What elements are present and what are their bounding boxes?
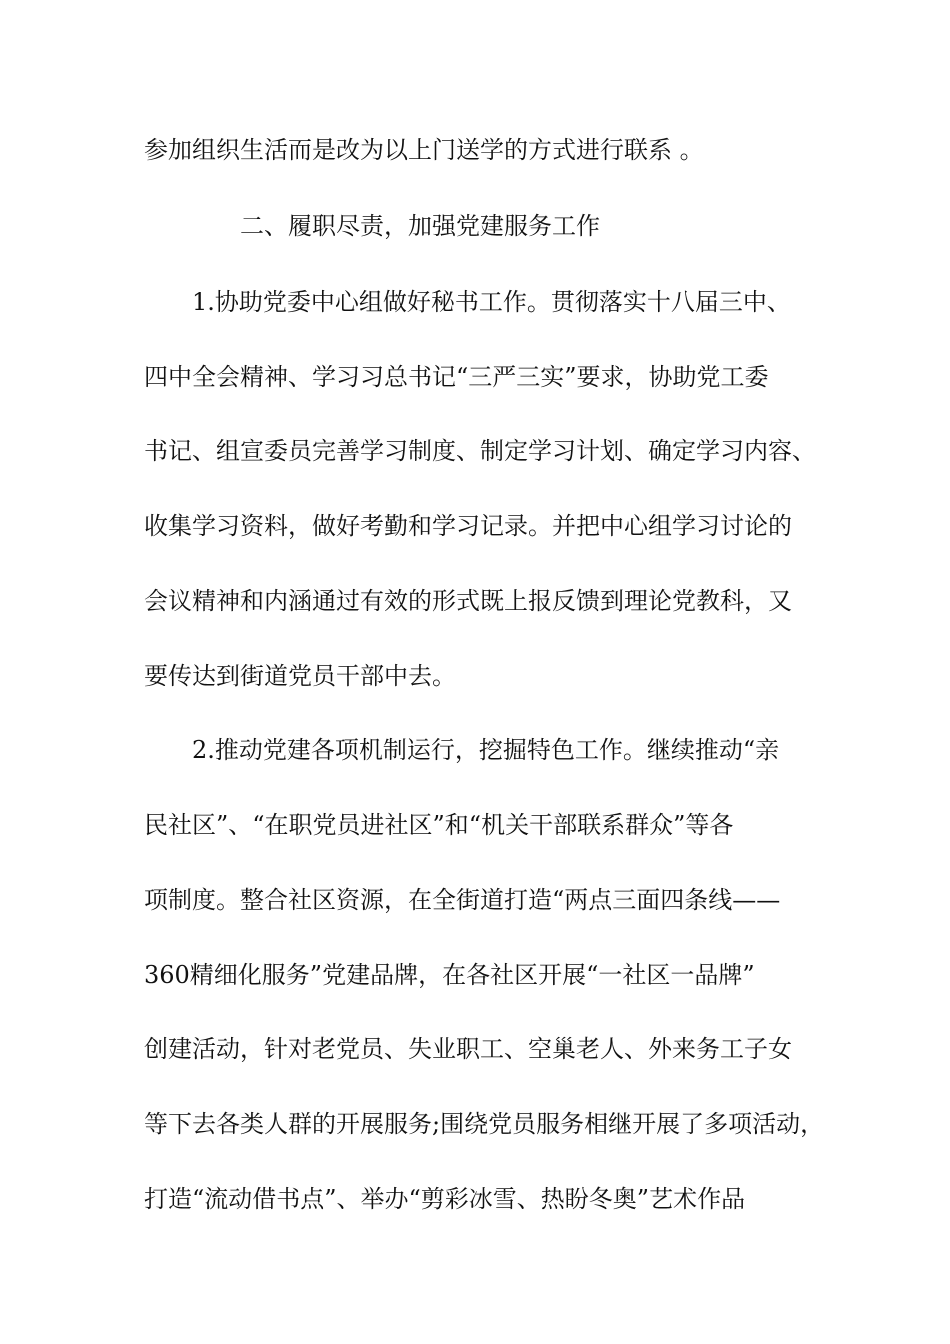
text-line-15: 打造“流动借书点”、举办“剪彩冰雪、热盼冬奥”艺术作品 bbox=[144, 1185, 746, 1213]
text-line-5: 书记、组宣委员完善学习制度、制定学习计划、确定学习内容、 bbox=[144, 437, 816, 465]
text-line-9: 2.推动党建各项机制运行，挖掘特色工作。继续推动“亲 bbox=[192, 736, 780, 764]
text-line-8: 要传达到街道党员干部中去。 bbox=[144, 662, 456, 690]
text-line-3: 1.协助党委中心组做好秘书工作。贯彻落实十八届三中、 bbox=[192, 288, 791, 316]
text-line-10: 民社区”、“在职党员进社区”和“机关干部联系群众”等各 bbox=[144, 811, 734, 839]
text-line-6: 收集学习资料，做好考勤和学习记录。并把中心组学习讨论的 bbox=[144, 512, 792, 540]
text-line-12: 360精细化服务”党建品牌，在各社区开展“一社区一品牌” bbox=[144, 961, 755, 989]
text-line-13: 创建活动，针对老党员、失业职工、空巢老人、外来务工子女 bbox=[144, 1035, 792, 1063]
text-line-7: 会议精神和内涵通过有效的形式既上报反馈到理论党教科，又 bbox=[144, 587, 792, 615]
section-heading: 二、履职尽责，加强党建服务工作 bbox=[240, 212, 600, 240]
text-line-14: 等下去各类人群的开展服务;围绕党员服务相继开展了多项活动， bbox=[144, 1110, 825, 1138]
text-line-1: 参加组织生活而是改为以上门送学的方式进行联系 。 bbox=[144, 136, 704, 164]
text-line-4: 四中全会精神、学习习总书记“三严三实”要求，协助党工委 bbox=[144, 363, 769, 391]
text-line-11: 项制度。整合社区资源，在全街道打造“两点三面四条线—— bbox=[144, 886, 781, 914]
